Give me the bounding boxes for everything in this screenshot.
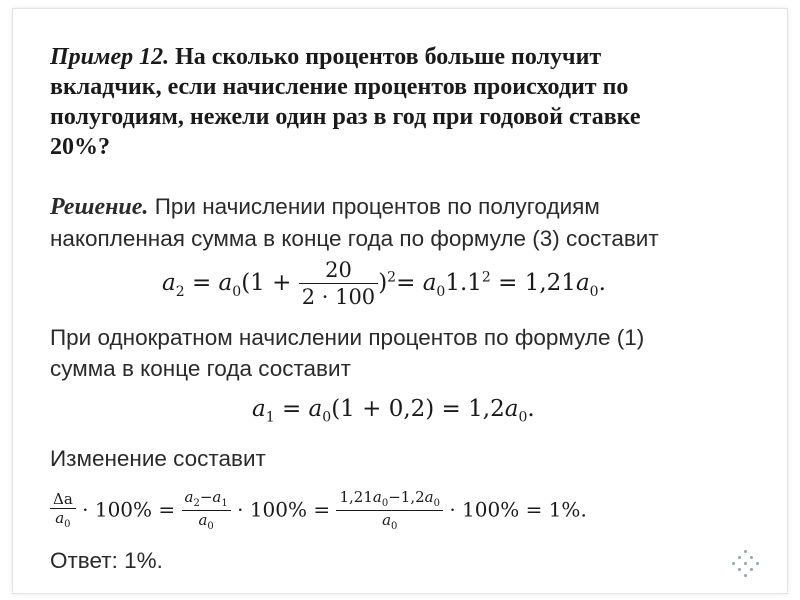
f3-frac3-num <box>336 488 443 511</box>
f2-lhs-sub: 1 <box>265 409 275 426</box>
f3-frac2-den-base: a <box>198 511 208 529</box>
f1-a0-sub: 0 <box>232 283 242 300</box>
f3-fraction-3 <box>336 488 443 534</box>
f3-frac3-num-minus: −1,2 <box>388 488 425 506</box>
f1-a0b-sub: 0 <box>436 283 446 300</box>
f1-close: ) <box>378 270 388 297</box>
f3-term-1: · 100% = <box>82 497 176 522</box>
f1-eq: = <box>191 270 212 297</box>
problem-line-2: вкладчик, если начисление процентов происходит по <box>50 74 629 100</box>
f2-a0b-sub: 0 <box>518 409 528 426</box>
answer-line: Ответ: 1%. <box>50 548 163 573</box>
f3-frac2-den <box>182 511 231 534</box>
problem-text-1: На сколько процентов больше получит <box>175 44 602 70</box>
f1-lhs-sub: 2 <box>175 283 185 300</box>
solution-line-1 <box>50 194 600 221</box>
f3-term-2: · 100% = <box>237 497 331 522</box>
f3-frac3-den <box>336 511 443 534</box>
problem-line-1 <box>50 44 601 71</box>
formula-3 <box>50 488 587 534</box>
f3-fraction-1 <box>50 490 76 532</box>
solution-line-5: Изменение составит <box>50 446 266 471</box>
f3-frac1-den <box>50 509 76 532</box>
f3-fraction-2 <box>182 488 231 534</box>
solution-line-2: накопленная сумма в конце года по формуле (3) составит <box>50 226 659 251</box>
f1-a0: a <box>218 270 233 297</box>
f3-frac2-num-s2: 2 <box>193 498 200 509</box>
f3-frac2-num-s1: 1 <box>221 498 228 509</box>
problem-label: Пример 12. <box>50 44 170 70</box>
f2-lhs: a <box>252 396 266 422</box>
f1-end: . <box>598 270 606 297</box>
f1-eq2: = <box>396 270 416 297</box>
f3-frac3-num-c1: 1,21 <box>339 488 373 506</box>
f1-a0c-sub: 0 <box>589 283 599 300</box>
f1-factor-pow: 2 <box>481 269 491 286</box>
f1-frac-num: 20 <box>299 258 378 284</box>
f1-eq3: = 1,21 <box>498 270 576 297</box>
f3-frac2-num-b: a <box>212 488 222 506</box>
problem-line-3: полугодиям, нежели один раз в год при годовой ставке <box>50 104 641 130</box>
f3-frac2-num <box>182 488 231 511</box>
f3-frac2-num-a: a <box>184 488 194 506</box>
solution-line-3: При однократном начислении процентов по формуле (1) <box>50 325 645 350</box>
f3-frac3-den-sub: 0 <box>391 521 398 532</box>
f3-frac1-num: Δa <box>50 490 76 509</box>
f3-frac3-den-base: a <box>382 511 392 529</box>
problem-line-4: 20%? <box>50 134 110 160</box>
f3-frac3-num-s2: 0 <box>433 498 440 509</box>
formula-1 <box>162 258 606 310</box>
f2-eq: = <box>281 396 302 422</box>
solution-text-1: При начислении процентов по полугодиям <box>154 194 600 219</box>
solution-line-4: сумма в конце года составит <box>50 356 351 381</box>
formula-2 <box>252 396 535 426</box>
f3-term-3: · 100% = 1%. <box>449 497 587 522</box>
f2-a0: a <box>308 396 323 422</box>
f1-a0b: a <box>422 270 437 297</box>
f1-frac-den: 2 · 100 <box>301 285 376 310</box>
f1-factor: 1.1 <box>445 270 482 297</box>
corner-decoration-icon <box>732 550 760 578</box>
f1-fraction <box>299 258 378 310</box>
f2-a0b: a <box>504 396 519 422</box>
f2-end: . <box>527 396 535 422</box>
f3-frac2-num-minus: − <box>199 488 213 506</box>
solution-label: Решение. <box>50 194 149 220</box>
f1-a0c: a <box>575 270 590 297</box>
f1-lhs: a <box>162 270 176 297</box>
f3-frac3-num-b: a <box>424 488 434 506</box>
f3-frac1-den-sub: 0 <box>64 519 71 530</box>
f1-power: 2 <box>387 269 397 286</box>
f3-frac2-den-sub: 0 <box>207 521 214 532</box>
f3-frac3-num-s: 0 <box>381 498 389 509</box>
f1-open: (1 + <box>241 270 292 297</box>
f2-paren: (1 + 0,2) = 1,2 <box>331 396 505 422</box>
f3-frac3-num-a: a <box>372 488 382 506</box>
f3-frac1-den-base: a <box>55 509 65 527</box>
f2-a0-sub: 0 <box>322 409 332 426</box>
